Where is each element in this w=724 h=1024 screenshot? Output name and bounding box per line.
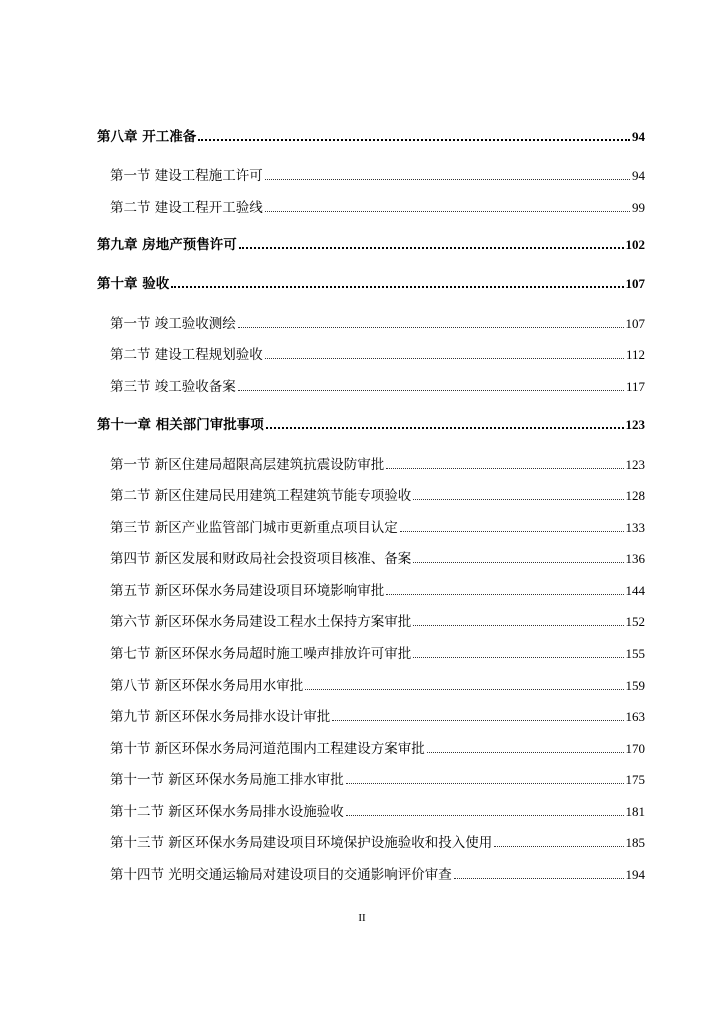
toc-entry-section[interactable] bbox=[110, 515, 645, 537]
toc-entry-section[interactable] bbox=[110, 609, 645, 631]
dot-leader bbox=[413, 499, 623, 500]
toc-entry-title: 第八节 新区环保水务局用水审批 bbox=[110, 678, 304, 694]
toc-entry-page: 185 bbox=[625, 835, 645, 850]
dot-leader bbox=[238, 390, 624, 391]
toc-entry-page: 112 bbox=[625, 347, 645, 362]
toc-entry-chapter-10[interactable] bbox=[97, 271, 645, 293]
toc-entry-title: 第十节 新区环保水务局河道范围内工程建设方案审批 bbox=[110, 741, 425, 757]
toc-entry-chapter-8[interactable] bbox=[97, 124, 645, 146]
toc-entry-title: 第十章 验收 bbox=[97, 276, 170, 292]
dot-leader bbox=[239, 247, 624, 249]
toc-entry-page: 136 bbox=[625, 551, 645, 566]
dot-leader bbox=[238, 327, 624, 328]
toc-entry-section[interactable] bbox=[110, 799, 645, 821]
dot-leader bbox=[346, 815, 624, 816]
toc-entry-page: 152 bbox=[625, 614, 645, 629]
toc-entry-page: 102 bbox=[625, 237, 645, 252]
toc-entry-page: 107 bbox=[625, 276, 645, 291]
toc-entry-title: 第七节 新区环保水务局超时施工噪声排放许可审批 bbox=[110, 646, 412, 662]
toc-entry-page: 117 bbox=[625, 379, 645, 394]
toc-entry-section[interactable] bbox=[110, 452, 645, 474]
toc-entry-page: 159 bbox=[625, 678, 645, 693]
toc-entry-title: 第九节 新区环保水务局排水设计审批 bbox=[110, 709, 331, 725]
toc-entry-section[interactable] bbox=[110, 578, 645, 600]
dot-leader bbox=[265, 358, 624, 359]
dot-leader bbox=[413, 657, 623, 658]
toc-entry-page: 123 bbox=[625, 417, 645, 432]
toc-entry-title: 第十二节 新区环保水务局排水设施验收 bbox=[110, 804, 344, 820]
toc-entry-title: 第四节 新区发展和财政局社会投资项目核准、备案 bbox=[110, 551, 412, 567]
toc-entry-page: 163 bbox=[625, 709, 645, 724]
toc-entry-title: 第六节 新区环保水务局建设工程水土保持方案审批 bbox=[110, 614, 412, 630]
toc-entry-page: 94 bbox=[632, 168, 645, 183]
toc-entry-title: 第二节 建设工程规划验收 bbox=[110, 347, 263, 363]
toc-entry-title: 第九章 房地产预售许可 bbox=[97, 237, 237, 253]
toc-entry-section[interactable] bbox=[110, 195, 645, 217]
toc-entry-section[interactable] bbox=[110, 641, 645, 663]
toc-entry-title: 第十三节 新区环保水务局建设项目环境保护设施验收和投入使用 bbox=[110, 835, 493, 851]
toc-entry-title: 第十一章 相关部门审批事项 bbox=[97, 417, 264, 433]
toc-entry-title: 第五节 新区环保水务局建设项目环境影响审批 bbox=[110, 583, 385, 599]
toc-entry-section[interactable] bbox=[110, 311, 645, 333]
toc-entry-title: 第八章 开工准备 bbox=[97, 129, 197, 145]
toc-entry-section[interactable] bbox=[110, 483, 645, 505]
toc-entry-page: 144 bbox=[625, 583, 645, 598]
toc-entry-section[interactable] bbox=[110, 704, 645, 726]
toc-entry-section[interactable] bbox=[110, 342, 645, 364]
toc-entry-page: 99 bbox=[632, 200, 645, 215]
toc-entry-title: 第一节 建设工程施工许可 bbox=[110, 168, 263, 184]
toc-entry-page: 181 bbox=[625, 804, 645, 819]
toc-entry-title: 第十一节 新区环保水务局施工排水审批 bbox=[110, 772, 344, 788]
toc-entry-page: 175 bbox=[625, 772, 645, 787]
toc-entry-section[interactable] bbox=[110, 546, 645, 568]
toc-entry-page: 194 bbox=[625, 867, 645, 882]
dot-leader bbox=[265, 179, 630, 180]
dot-leader bbox=[198, 139, 630, 141]
toc-entry-page: 123 bbox=[625, 457, 645, 472]
toc-entry-page: 128 bbox=[625, 488, 645, 503]
dot-leader bbox=[346, 783, 624, 784]
dot-leader bbox=[413, 562, 623, 563]
toc-entry-section[interactable] bbox=[110, 374, 645, 396]
dot-leader bbox=[400, 531, 624, 532]
toc-entry-section[interactable] bbox=[110, 673, 645, 695]
toc-entry-page: 107 bbox=[625, 316, 645, 331]
toc-entry-section[interactable] bbox=[110, 830, 645, 852]
toc-entry-section[interactable] bbox=[110, 163, 645, 185]
toc-entry-title: 第十四节 光明交通运输局对建设项目的交通影响评价审查 bbox=[110, 867, 452, 883]
dot-leader bbox=[266, 427, 624, 429]
toc-entry-page: 94 bbox=[632, 129, 645, 144]
dot-leader bbox=[305, 689, 623, 690]
dot-leader bbox=[171, 286, 623, 288]
dot-leader bbox=[386, 594, 623, 595]
toc-entry-page: 155 bbox=[625, 646, 645, 661]
toc-entry-title: 第三节 竣工验收备案 bbox=[110, 379, 236, 395]
toc-entry-chapter-11[interactable] bbox=[97, 412, 645, 434]
toc-entry-section[interactable] bbox=[110, 736, 645, 758]
dot-leader bbox=[494, 846, 623, 847]
dot-leader bbox=[454, 878, 624, 879]
toc-entry-section[interactable] bbox=[110, 767, 645, 789]
page-number-footer: II bbox=[358, 912, 366, 924]
toc-entry-section[interactable] bbox=[110, 862, 645, 884]
toc-entry-title: 第二节 建设工程开工验线 bbox=[110, 200, 263, 216]
toc-entry-title: 第一节 新区住建局超限高层建筑抗震设防审批 bbox=[110, 457, 385, 473]
toc-entry-chapter-9[interactable] bbox=[97, 232, 645, 254]
toc-entry-title: 第二节 新区住建局民用建筑工程建筑节能专项验收 bbox=[110, 488, 412, 504]
dot-leader bbox=[386, 468, 623, 469]
dot-leader bbox=[265, 211, 630, 212]
toc-entry-page: 133 bbox=[625, 520, 645, 535]
dot-leader bbox=[413, 625, 623, 626]
toc-entry-title: 第一节 竣工验收测绘 bbox=[110, 316, 236, 332]
toc-entry-page: 170 bbox=[625, 741, 645, 756]
toc-entry-title: 第三节 新区产业监管部门城市更新重点项目认定 bbox=[110, 520, 398, 536]
dot-leader bbox=[332, 720, 623, 721]
dot-leader bbox=[427, 752, 624, 753]
